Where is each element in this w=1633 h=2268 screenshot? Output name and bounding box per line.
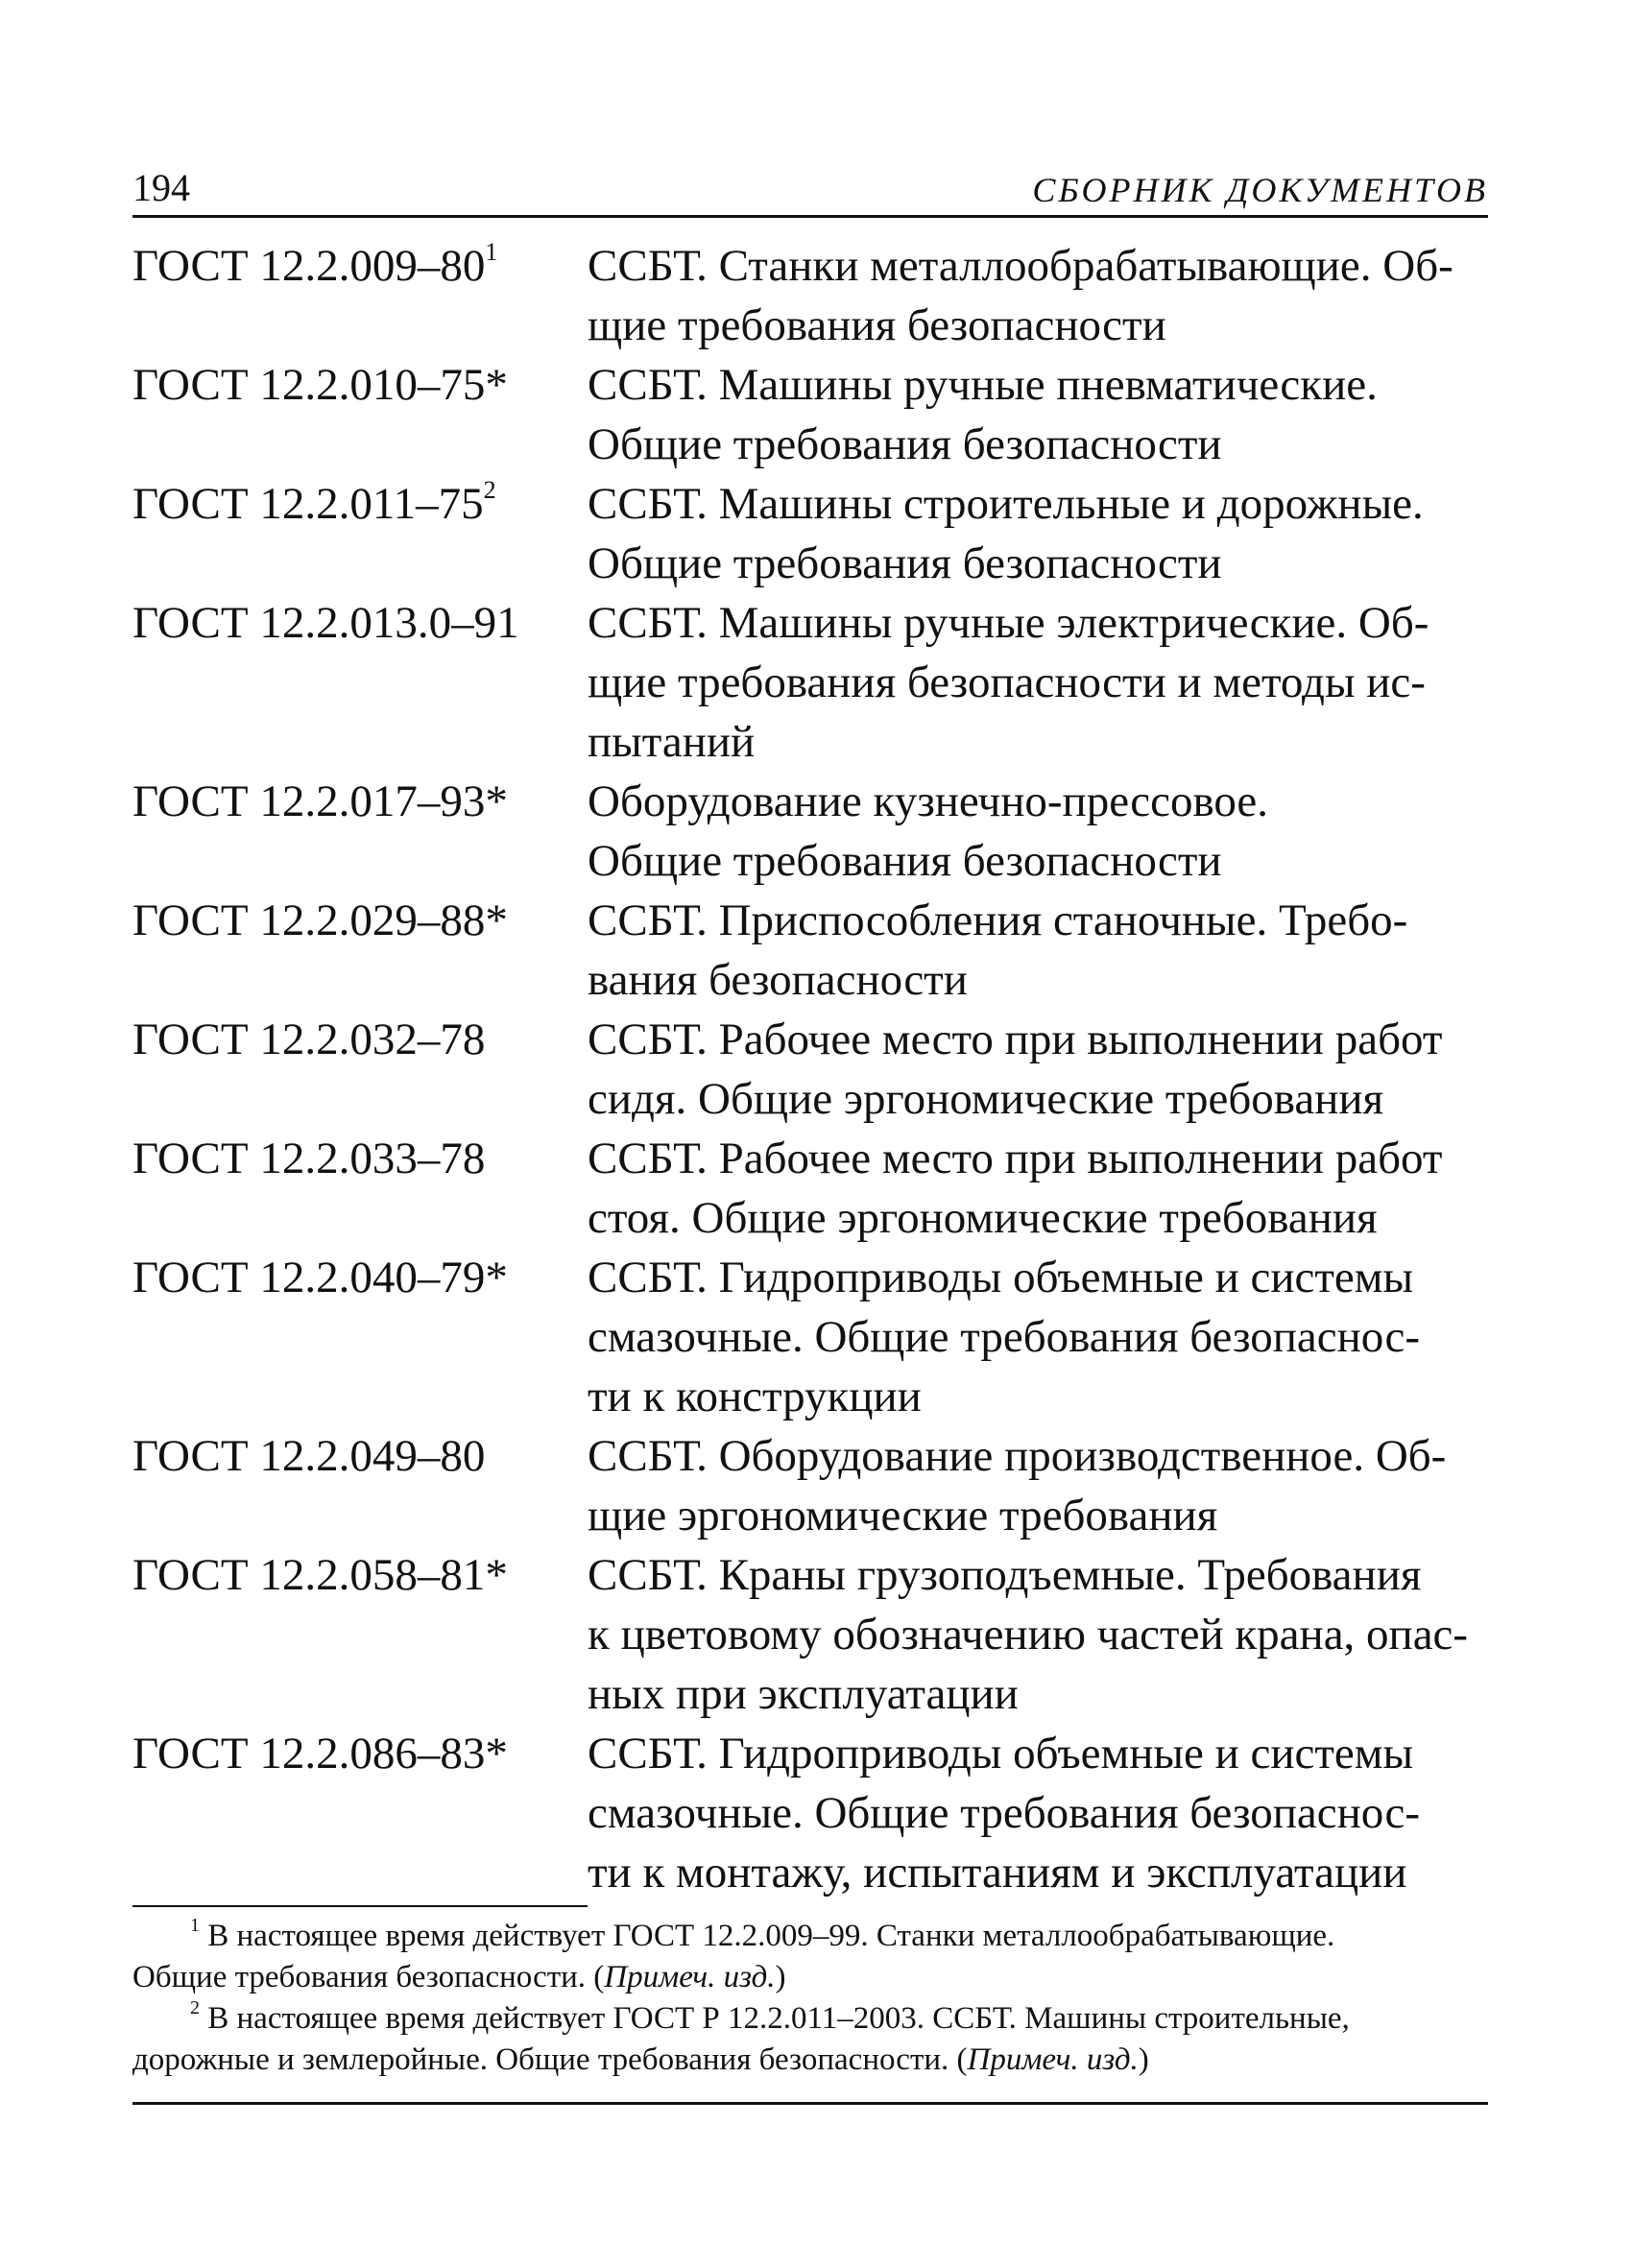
description-line: Общие требования безопасности <box>588 836 1222 886</box>
standard-code <box>132 891 588 1010</box>
description-line: к цветовому обозначению частей крана, опас- <box>588 1610 1469 1659</box>
standard-code <box>132 772 588 891</box>
standard-code <box>132 1010 588 1129</box>
standard-entry <box>132 1248 1488 1426</box>
description-line: Оборудование кузнечно-прессовое. <box>588 776 1269 826</box>
footnotes <box>132 1916 1488 2081</box>
standards-list <box>132 236 1488 1902</box>
footnote-2-text-2: дорожные и землеройные. Общие требования безопасности. ( <box>132 2042 968 2077</box>
standard-code-text: ГОСТ 12.2.049–80 <box>132 1431 486 1481</box>
standard-description <box>588 355 1488 474</box>
running-title: СБОРНИК ДОКУМЕНТОВ <box>1032 171 1488 209</box>
standard-code-text: ГОСТ 12.2.009–80 <box>132 241 486 291</box>
standard-entry <box>132 1129 1488 1248</box>
standard-description <box>588 593 1488 772</box>
standard-entry <box>132 593 1488 772</box>
standard-code-text: ГОСТ 12.2.033–78 <box>132 1134 486 1183</box>
description-line: ных при эксплуатации <box>588 1669 1019 1719</box>
description-line: ССБТ. Станки металлообрабатывающие. Об- <box>588 241 1453 291</box>
standard-code-text: ГОСТ 12.2.086–83* <box>132 1729 508 1779</box>
standard-code <box>132 1129 588 1248</box>
description-line: стоя. Общие эргономические требования <box>588 1193 1378 1243</box>
standard-entry <box>132 1724 1488 1902</box>
footnote-reference: 1 <box>485 238 498 267</box>
description-line: смазочные. Общие требования безопаснос- <box>588 1788 1420 1838</box>
description-line: ССБТ. Гидроприводы объемные и системы <box>588 1253 1414 1302</box>
footnote-2-line-2 <box>132 2040 1488 2081</box>
standard-code-text: ГОСТ 12.2.010–75* <box>132 360 508 410</box>
description-line: ти к монтажу, испытаниям и эксплуатации <box>588 1848 1407 1898</box>
standard-entry <box>132 1426 1488 1545</box>
standard-code <box>132 1724 588 1902</box>
description-line: ССБТ. Машины ручные электрические. Об- <box>588 598 1429 648</box>
description-line: ССБТ. Гидроприводы объемные и системы <box>588 1729 1414 1779</box>
description-line: ССБТ. Машины ручные пневматические. <box>588 360 1378 410</box>
description-line: пытаний <box>588 717 756 767</box>
standard-code <box>132 236 588 355</box>
description-line: ССБТ. Рабочее место при выполнении работ <box>588 1015 1443 1064</box>
standard-code-text: ГОСТ 12.2.029–88* <box>132 895 508 945</box>
standard-description <box>588 1724 1488 1902</box>
standard-code <box>132 1248 588 1426</box>
standard-entry <box>132 1545 1488 1724</box>
bottom-rule <box>132 2102 1488 2105</box>
standard-code <box>132 1426 588 1545</box>
standard-description <box>588 1248 1488 1426</box>
standard-entry <box>132 236 1488 355</box>
standard-code-text: ГОСТ 12.2.013.0–91 <box>132 598 519 648</box>
description-line: щие эргономические требования <box>588 1491 1218 1540</box>
standard-entry <box>132 474 1488 593</box>
standard-entry <box>132 891 1488 1010</box>
standard-code <box>132 1545 588 1724</box>
standard-code <box>132 593 588 772</box>
standard-code-text: ГОСТ 12.2.058–81* <box>132 1550 508 1600</box>
description-line: ССБТ. Рабочее место при выполнении работ <box>588 1134 1443 1183</box>
description-line: ти к конструкции <box>588 1372 922 1421</box>
description-line: вания безопасности <box>588 955 968 1005</box>
footnote-1-line-1 <box>132 1916 1488 1957</box>
footnote-2-line-1 <box>132 1998 1488 2040</box>
standard-entry <box>132 772 1488 891</box>
description-line: ССБТ. Машины строительные и дорожные. <box>588 479 1424 529</box>
description-line: ССБТ. Краны грузоподъемные. Требования <box>588 1550 1422 1600</box>
standard-description <box>588 1129 1488 1248</box>
footnote-1-mark: 1 <box>190 1915 200 1936</box>
footnote-1-editor-note: Примеч. изд. <box>604 1960 776 1994</box>
standard-description <box>588 891 1488 1010</box>
description-line: щие требования безопасности и методы ис- <box>588 657 1426 707</box>
footnote-2-mark: 2 <box>190 1997 200 2018</box>
page-number: 194 <box>132 166 190 209</box>
standard-code <box>132 355 588 474</box>
description-line: Общие требования безопасности <box>588 538 1222 588</box>
footnote-1-close: ) <box>775 1960 786 1994</box>
description-line: ССБТ. Приспособления станочные. Требо- <box>588 895 1408 945</box>
description-line: сидя. Общие эргономические требования <box>588 1074 1384 1124</box>
standard-code-text: ГОСТ 12.2.040–79* <box>132 1253 508 1302</box>
footnote-1-text: В настоящее время действует ГОСТ 12.2.009–99. Станки металлообрабатывающие. <box>200 1919 1335 1953</box>
standard-description <box>588 474 1488 593</box>
standard-description <box>588 1545 1488 1724</box>
standard-description <box>588 1426 1488 1545</box>
footnote-separator <box>132 1905 588 1907</box>
standard-code-text: ГОСТ 12.2.011–75 <box>132 479 484 529</box>
footnote-2-text: В настоящее время действует ГОСТ Р 12.2.011–2003. ССБТ. Машины строительные, <box>200 2001 1350 2036</box>
standard-entry <box>132 355 1488 474</box>
footnote-2-close: ) <box>1138 2042 1149 2077</box>
standard-code-text: ГОСТ 12.2.032–78 <box>132 1015 486 1064</box>
page-header <box>132 161 1488 218</box>
standard-entry <box>132 1010 1488 1129</box>
standard-description <box>588 1010 1488 1129</box>
standard-code-text: ГОСТ 12.2.017–93* <box>132 776 508 826</box>
description-line: Общие требования безопасности <box>588 419 1222 469</box>
description-line: ССБТ. Оборудование производственное. Об- <box>588 1431 1447 1481</box>
footnote-1-text-2: Общие требования безопасности. ( <box>132 1960 605 1994</box>
standard-code <box>132 474 588 593</box>
standard-description <box>588 236 1488 355</box>
description-line: щие требования безопасности <box>588 300 1166 350</box>
footnote-1-line-2 <box>132 1957 1488 1998</box>
description-line: смазочные. Общие требования безопаснос- <box>588 1312 1420 1362</box>
standard-description <box>588 772 1488 891</box>
footnote-2-editor-note: Примеч. изд. <box>967 2042 1139 2077</box>
footnote-reference: 2 <box>483 476 496 505</box>
